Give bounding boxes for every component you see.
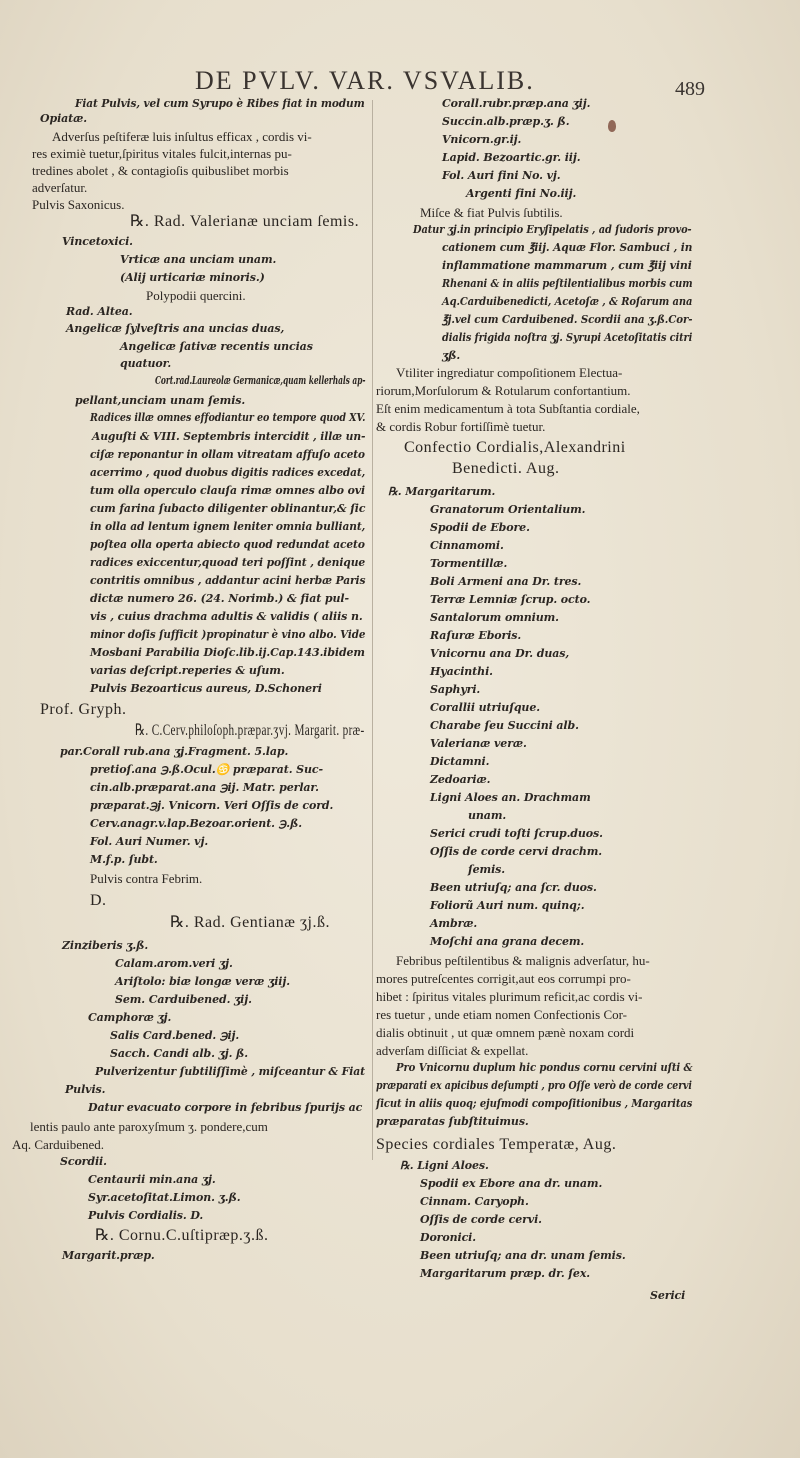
right-text-line: Boli Armeni ana Dr. tres. [430,575,582,588]
left-text-line: Salis Card.bened. ℈ij. [110,1029,240,1042]
left-text-line: acerrimo , quod duobus digitis radices excedat, [90,466,366,479]
right-text-line: Lapid. Bezoartic.gr. iij. [442,151,581,164]
left-text-line: Ariſtolo: biæ longæ veræ ʒiij. [115,975,290,988]
left-text-line: cin.alb.præparat.ana ℈ij. Matr. perlar. [90,781,319,794]
right-text-line: Been utriuſq; ana dr. unam ſemis. [420,1249,626,1262]
right-text-line: dialis obtinuit , ut quæ omnem pænè noxam cordi [376,1025,635,1040]
right-text-line: Hyacinthi. [430,665,493,678]
left-text-line: Vincetoxici. [62,235,133,248]
right-text-line: Oſſis de corde cervi drachm. [430,845,602,858]
left-text-line: pellant,unciam unam ſemis. [75,394,246,407]
column-divider [372,100,373,1160]
left-text-line: D. [90,892,107,909]
left-text-line: Scordii. [60,1155,107,1168]
right-text-line: Raſuræ Eboris. [430,629,522,642]
left-text-line: Prof. Gryph. [40,701,127,718]
right-text-line: Ambræ. [430,917,478,930]
left-text-line: Polypodii quercini. [146,288,246,303]
right-text-line: Corallii utriuſque. [430,701,540,714]
left-text-line: radices exiccentur,quoad teri poſſint , denique [90,556,366,569]
right-text-line: Granatorum Orientalium. [430,503,586,516]
left-text-line: ℞. Rad. Valerianæ unciam ſemis. [130,213,360,230]
left-text-line: Pulverizentur ſubtiliſſimè , miſceantur & Fiat [95,1065,366,1078]
right-text-line: mores putreſcentes corrigit,aut eos corrumpi pro- [376,971,631,986]
right-text-line: Vtiliter ingrediatur compoſitionem Electua- [396,365,623,380]
right-text-line: Species cordiales Temperatæ, Aug. [376,1136,617,1153]
right-text-line: Been utriuſq; ana ſcr. duos. [430,881,597,894]
left-text-line: ℞. Rad. Gentianæ ʒj.ß. [170,914,330,931]
left-text-line: Pulvis. [65,1083,106,1096]
right-text-line: Serici crudi toſti ſcrup.duos. [430,827,603,840]
left-text-line: Angelicæ ſylveſtris ana uncias duas, [66,322,285,335]
running-header: DE PVLV. VAR. VSVALIB. [195,66,535,95]
right-text-line: ℞. Ligni Aloes. [400,1159,489,1172]
right-text-line: ʒß. [442,349,461,362]
left-text-line: Adverſus peſtiferæ luis inſultus efficax , cordis vi- [52,129,312,144]
right-text-line: Aq.Carduibenedicti, Acetoſæ , & Roſarum ana [442,295,693,308]
left-text-line: Vrticæ ana unciam unam. [120,253,277,266]
left-text-line: ℞. C.Cerv.philoſoph.præpar.ʒvj. Margarit. præ- [135,722,365,739]
left-text-line: ℞. Cornu.C.uſtipræp.ʒ.ß. [95,1227,269,1244]
left-text-line: ciſæ reponantur in ollam vitreatam affuſo aceto [90,448,365,461]
right-text-line: Valerianæ veræ. [430,737,527,750]
left-text-line: Angelicæ ſativæ recentis uncias [120,340,313,353]
right-text-line: Vnicorn.gr.ij. [442,133,522,146]
left-text-line: par.Corall rub.ana ʒj.Fragment. 5.lap. [60,745,289,758]
right-text-line: ℞. Margaritarum. [388,485,496,498]
left-text-line: M.f.p. ſubt. [90,853,158,866]
left-text-line: Pulvis Saxonicus. [32,197,125,212]
right-text-line: Spodii ex Ebore ana dr. unam. [420,1177,603,1190]
right-text-line: Margaritarum præp. dr. ſex. [420,1267,591,1280]
left-text-line: Fiat Pulvis, vel cum Syrupo è Ribes fiat in modum [75,97,365,110]
right-text-line: præparati ex apicibus deſumpti , pro Oſſe verò de corde cervi [376,1079,692,1092]
right-text-line: Confectio Cordialis,Alexandrini [404,439,626,456]
left-text-line: Pulvis Cordialis. D. [88,1209,204,1222]
left-text-line: Cerv.anagr.v.lap.Bezoar.orient. ℈.ß. [90,817,302,830]
right-text-line: ℥j.vel cum Carduibened. Scordii ana ʒ.ß.Cor- [442,313,693,326]
left-text-line: in olla ad lentum ignem leniter omnia bulliant, [90,520,366,533]
ink-blot [608,120,616,132]
page-number: 489 [675,78,705,100]
right-text-line: Foliorũ Auri num. quinq;. [430,899,585,912]
left-text-line: res eximiè tuetur,ſpiritus vitales fulcit,internas pu- [32,146,292,161]
right-text-line: Dictamni. [430,755,490,768]
left-text-line: Pulvis Bezoarticus aureus, D.Schoneri [90,682,322,695]
left-text-line: Auguſti & VIII. Septembris intercidit , illæ un- [92,430,366,443]
left-text-line: Centaurii min.ana ʒj. [88,1173,216,1186]
left-text-line: Margarit.præp. [62,1249,155,1262]
right-text-line: Cinnam. Caryoph. [420,1195,529,1208]
left-text-line: Aq. Carduibened. [12,1137,105,1152]
left-text-line: Camphoræ ʒj. [88,1011,172,1024]
right-text-line: Miſce & fiat Pulvis ſubtilis. [420,205,563,220]
right-text-line: res tuetur , unde etiam nomen Confectionis Cor- [376,1007,628,1022]
right-text-line: hibet : ſpiritus vitales plurimum reficit,ac cordis vi- [376,989,643,1004]
left-text-line: Mosbani Parabilia Dioſc.lib.ij.Cap.143.ibidem [90,646,365,659]
right-text-line: ſicut in aliis quoq; ejuſmodi compoſitionibus , Margaritas [376,1097,693,1110]
left-text-line: lentis paulo ante paroxyſmum ʒ. pondere,cum [30,1119,268,1134]
right-text-line: Argenti fini No.iij. [466,187,577,200]
left-text-line: Sem. Carduibened. ʒij. [115,993,252,1006]
right-text-line: præparatas ſubſtituimus. [376,1115,529,1128]
left-text-line: quatuor. [120,357,172,370]
left-text-line: cum farina ſubacto diligenter oblinantur,& ſic [90,502,366,515]
left-text-line: (Alij urticariæ minoris.) [120,271,265,284]
left-text-line: Fol. Auri Numer. vj. [90,835,209,848]
right-text-line: Benedicti. Aug. [452,460,560,477]
right-text-line: Datur ʒj.in principio Eryſipelatis , ad ſudoris provo- [413,223,692,236]
right-text-line: Zedoariæ. [430,773,491,786]
right-text-line: unam. [468,809,507,822]
left-text-line: adverſatur. [32,180,88,195]
right-text-line: Vnicornu ana Dr. duas, [430,647,570,660]
right-text-line: Oſſis de corde cervi. [420,1213,542,1226]
right-text-line: Corall.rubr.præp.ana ʒij. [442,97,591,110]
left-text-line: poſtea olla operta abiecto quod redundat aceto [90,538,365,551]
left-text-line: contritis omnibus , addantur acini herbæ Paris [90,574,366,587]
left-text-line: vis , cuius drachma adultis & validis ( aliis n. [90,610,363,623]
left-text-line: pretioſ.ana ℈.ß.Ocul.♋ præparat. Suc- [90,763,323,776]
left-text-line: præparat.℈j. Vnicorn. Veri Oſſis de cord. [90,799,334,812]
right-text-line: Doronici. [420,1231,476,1244]
right-text-line: Fol. Auri fini No. vj. [442,169,561,182]
left-text-line: Sacch. Candi alb. ʒj. ß. [110,1047,249,1060]
right-text-line: Saphyri. [430,683,481,696]
right-text-line: Santalorum omnium. [430,611,559,624]
right-text-line: Serici [650,1289,686,1302]
left-text-line: Syr.acetoſitat.Limon. ʒ.ß. [88,1191,241,1204]
right-text-line: Pro Vnicornu duplum hic pondus cornu cervini uſti & [396,1061,693,1074]
right-text-line: & cordis Robur fortiſſimè tuetur. [376,419,546,434]
right-text-line: riorum,Morſulorum & Rotularum confortantium. [376,383,631,398]
left-text-line: tredines abolet , & contagioſis quibuslibet morbis [32,163,289,178]
right-text-line: Ligni Aloes an. Drachmam [430,791,591,804]
right-text-line: ſemis. [468,863,505,876]
left-text-line: Datur evacuato corpore in febribus ſpurijs ac [88,1101,363,1114]
left-text-line: Pulvis contra Febrim. [90,871,203,886]
right-text-line: Terræ Lemniæ ſcrup. octo. [430,593,591,606]
right-text-line: Tormentillæ. [430,557,508,570]
right-text-line: adverſam diſſiciat & expellat. [376,1043,529,1058]
left-text-line: tum olla operculo clauſa rimæ omnes albo ovi [90,484,366,497]
left-text-line: Rad. Altea. [66,305,133,318]
right-text-line: Cinnamomi. [430,539,504,552]
left-text-line: Opiatæ. [40,112,88,125]
right-text-line: Moſchi ana grana decem. [430,935,585,948]
left-text-line: dictæ numero 26. (24. Norimb.) & fiat pul- [90,592,349,605]
right-text-line: dialis frigida noſtra ʒj. Syrupi Acetoſitatis citri [442,331,693,344]
right-text-line: Charabe ſeu Succini alb. [430,719,579,732]
right-text-line: Rhenani & in aliis peſtilentialibus morbis cum [442,277,693,290]
right-text-line: Eſt enim medicamentum à tota Subſtantia cordiale, [376,401,640,416]
left-text-line: Cort.rad.Laureolæ Germanicæ,quam kellerhals ap- [155,374,366,387]
right-text-line: Succin.alb.præp.ʒ. ß. [442,115,570,128]
right-text-line: Febribus peſtilentibus & malignis adverſatur, hu- [396,953,650,968]
right-text-line: Spodii de Ebore. [430,521,530,534]
left-text-line: Zinziberis ʒ.ß. [62,939,149,952]
left-text-line: minor doſis ſufficit )propinatur è vino albo. Vide [90,628,366,641]
left-text-line: Radices illæ omnes effodiantur eo tempore quod XV. [90,411,366,424]
left-text-line: Calam.arom.veri ʒj. [115,957,233,970]
left-text-line: varias deſcript.reperies & uſum. [90,664,285,677]
right-text-line: inflammatione mammarum , cum ℥iij vini [442,259,692,272]
right-text-line: cationem cum ℥iij. Aquæ Flor. Sambuci , in [442,241,693,254]
